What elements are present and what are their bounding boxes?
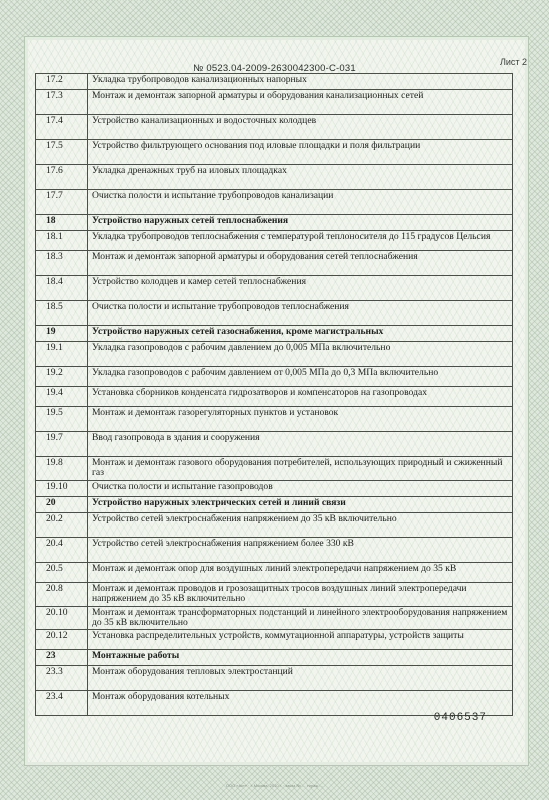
row-code: 20.8: [36, 582, 88, 606]
section-row: [36, 650, 513, 666]
sheet-label: Лист 2: [499, 57, 527, 67]
row-text: Ввод газопровода в здания и сооружения: [88, 432, 513, 457]
table-row: [36, 90, 513, 115]
section-title: Монтажные работы: [88, 650, 513, 666]
table-row: [36, 537, 513, 562]
table-row: [36, 407, 513, 432]
table-row: [36, 276, 513, 301]
section-title: Устройство наружных сетей теплоснабжения: [88, 215, 513, 231]
row-text: Монтаж и демонтаж опор для воздушных линий электропередачи напряжением до 35 кВ: [88, 562, 513, 582]
row-text: Очистка полости и испытание трубопроводов теплоснабжения: [88, 301, 513, 326]
table-row: [36, 301, 513, 326]
row-code: 23.3: [36, 666, 88, 691]
row-code: 20.5: [36, 562, 88, 582]
serial-number: 0406537: [433, 712, 487, 724]
table-row: [36, 251, 513, 276]
work-types-table: [35, 73, 513, 716]
row-text: Монтаж и демонтаж запорной арматуры и оборудования сетей теплоснабжения: [88, 251, 513, 276]
row-text: Устройство фильтрующего основания под иловые площадки и поля фильтрации: [88, 140, 513, 165]
row-text: Монтаж и демонтаж трансформаторных подстанций и линейного электрооборудования напряжением до 35 кВ включительно: [88, 606, 513, 630]
table-row: [36, 342, 513, 367]
row-text: Установка сборников конденсата гидрозатворов и компенсаторов на газопроводах: [88, 387, 513, 407]
row-code: 19.8: [36, 457, 88, 481]
section-code: 19: [36, 326, 88, 342]
row-code: 19.2: [36, 367, 88, 387]
table-row: [36, 512, 513, 537]
row-text: Монтаж и демонтаж запорной арматуры и оборудования канализационных сетей: [88, 90, 513, 115]
row-code: 19.10: [36, 480, 88, 496]
row-code: 19.4: [36, 387, 88, 407]
table-row: [36, 666, 513, 691]
row-code: 17.6: [36, 165, 88, 190]
row-text: Монтаж и демонтаж газового оборудования потребителей, использующих природный и сжиженный газ: [88, 457, 513, 481]
row-text: Устройство колодцев и камер сетей теплоснабжения: [88, 276, 513, 301]
table-row: [36, 480, 513, 496]
row-text: Укладка трубопроводов теплоснабжения с температурой теплоносителя до 115 градусов Цельсия: [88, 231, 513, 251]
table-row: [36, 630, 513, 650]
section-code: 18: [36, 215, 88, 231]
table-row: [36, 582, 513, 606]
row-code: 19.5: [36, 407, 88, 432]
row-text: Монтаж оборудования тепловых электростанций: [88, 666, 513, 691]
row-code: 20.12: [36, 630, 88, 650]
row-code: 17.4: [36, 115, 88, 140]
table-row: [36, 367, 513, 387]
row-code: 20.4: [36, 537, 88, 562]
row-code: 17.7: [36, 190, 88, 215]
table-row: [36, 606, 513, 630]
row-text: Укладка дренажных труб на иловых площадках: [88, 165, 513, 190]
section-title: Устройство наружных сетей газоснабжения, кроме магистральных: [88, 326, 513, 342]
row-text: Монтаж оборудования котельных: [88, 691, 513, 716]
row-text: Монтаж и демонтаж газорегуляторных пунктов и установок: [88, 407, 513, 432]
row-text: Устройство канализационных и водосточных колодцев: [88, 115, 513, 140]
section-title: Устройство наружных электрических сетей и линий связи: [88, 496, 513, 512]
row-code: 17.5: [36, 140, 88, 165]
row-text: Укладка газопроводов с рабочим давлением от 0,005 МПа до 0,3 МПа включительно: [88, 367, 513, 387]
section-code: 20: [36, 496, 88, 512]
row-code: 20.2: [36, 512, 88, 537]
table-row: [36, 562, 513, 582]
row-code: 18.3: [36, 251, 88, 276]
row-code: 18.1: [36, 231, 88, 251]
table-row: [36, 231, 513, 251]
table-row: [36, 165, 513, 190]
row-text: Очистка полости и испытание трубопроводов канализации: [88, 190, 513, 215]
row-code: 23.4: [36, 691, 88, 716]
row-code: 17.3: [36, 90, 88, 115]
table-row: [36, 387, 513, 407]
section-code: 23: [36, 650, 88, 666]
row-code: 17.2: [36, 74, 88, 90]
row-code: 19.1: [36, 342, 88, 367]
section-row: [36, 496, 513, 512]
row-code: 18.4: [36, 276, 88, 301]
table-row: [36, 432, 513, 457]
table-row: [36, 74, 513, 90]
table-row: [36, 115, 513, 140]
row-code: 20.10: [36, 606, 88, 630]
table-row: [36, 457, 513, 481]
row-text: Укладка газопроводов с рабочим давлением до 0,005 МПа включительно: [88, 342, 513, 367]
row-code: 18.5: [36, 301, 88, 326]
table-row: [36, 190, 513, 215]
row-text: Устройство сетей электроснабжения напряжением до 35 кВ включительно: [88, 512, 513, 537]
section-row: [36, 326, 513, 342]
document-number: № 0523.04-2009-2630042300-С-031: [193, 63, 356, 74]
row-code: 19.7: [36, 432, 88, 457]
row-text: Устройство сетей электроснабжения напряжением более 330 кВ: [88, 537, 513, 562]
table-row: [36, 140, 513, 165]
section-row: [36, 215, 513, 231]
row-text: Укладка трубопроводов канализационных напорных: [88, 74, 513, 90]
row-text: Монтаж и демонтаж проводов и грозозащитных тросов воздушных линий электропередачи напряжением до 35 кВ включительно: [88, 582, 513, 606]
row-text: Установка распределительных устройств, коммутационной аппаратуры, устройств защиты: [88, 630, 513, 650]
row-text: Очистка полости и испытание газопроводов: [88, 480, 513, 496]
printer-imprint: ООО «Акт» · г. Москва, 2010 г. · заказ № … тираж …: [225, 783, 324, 788]
